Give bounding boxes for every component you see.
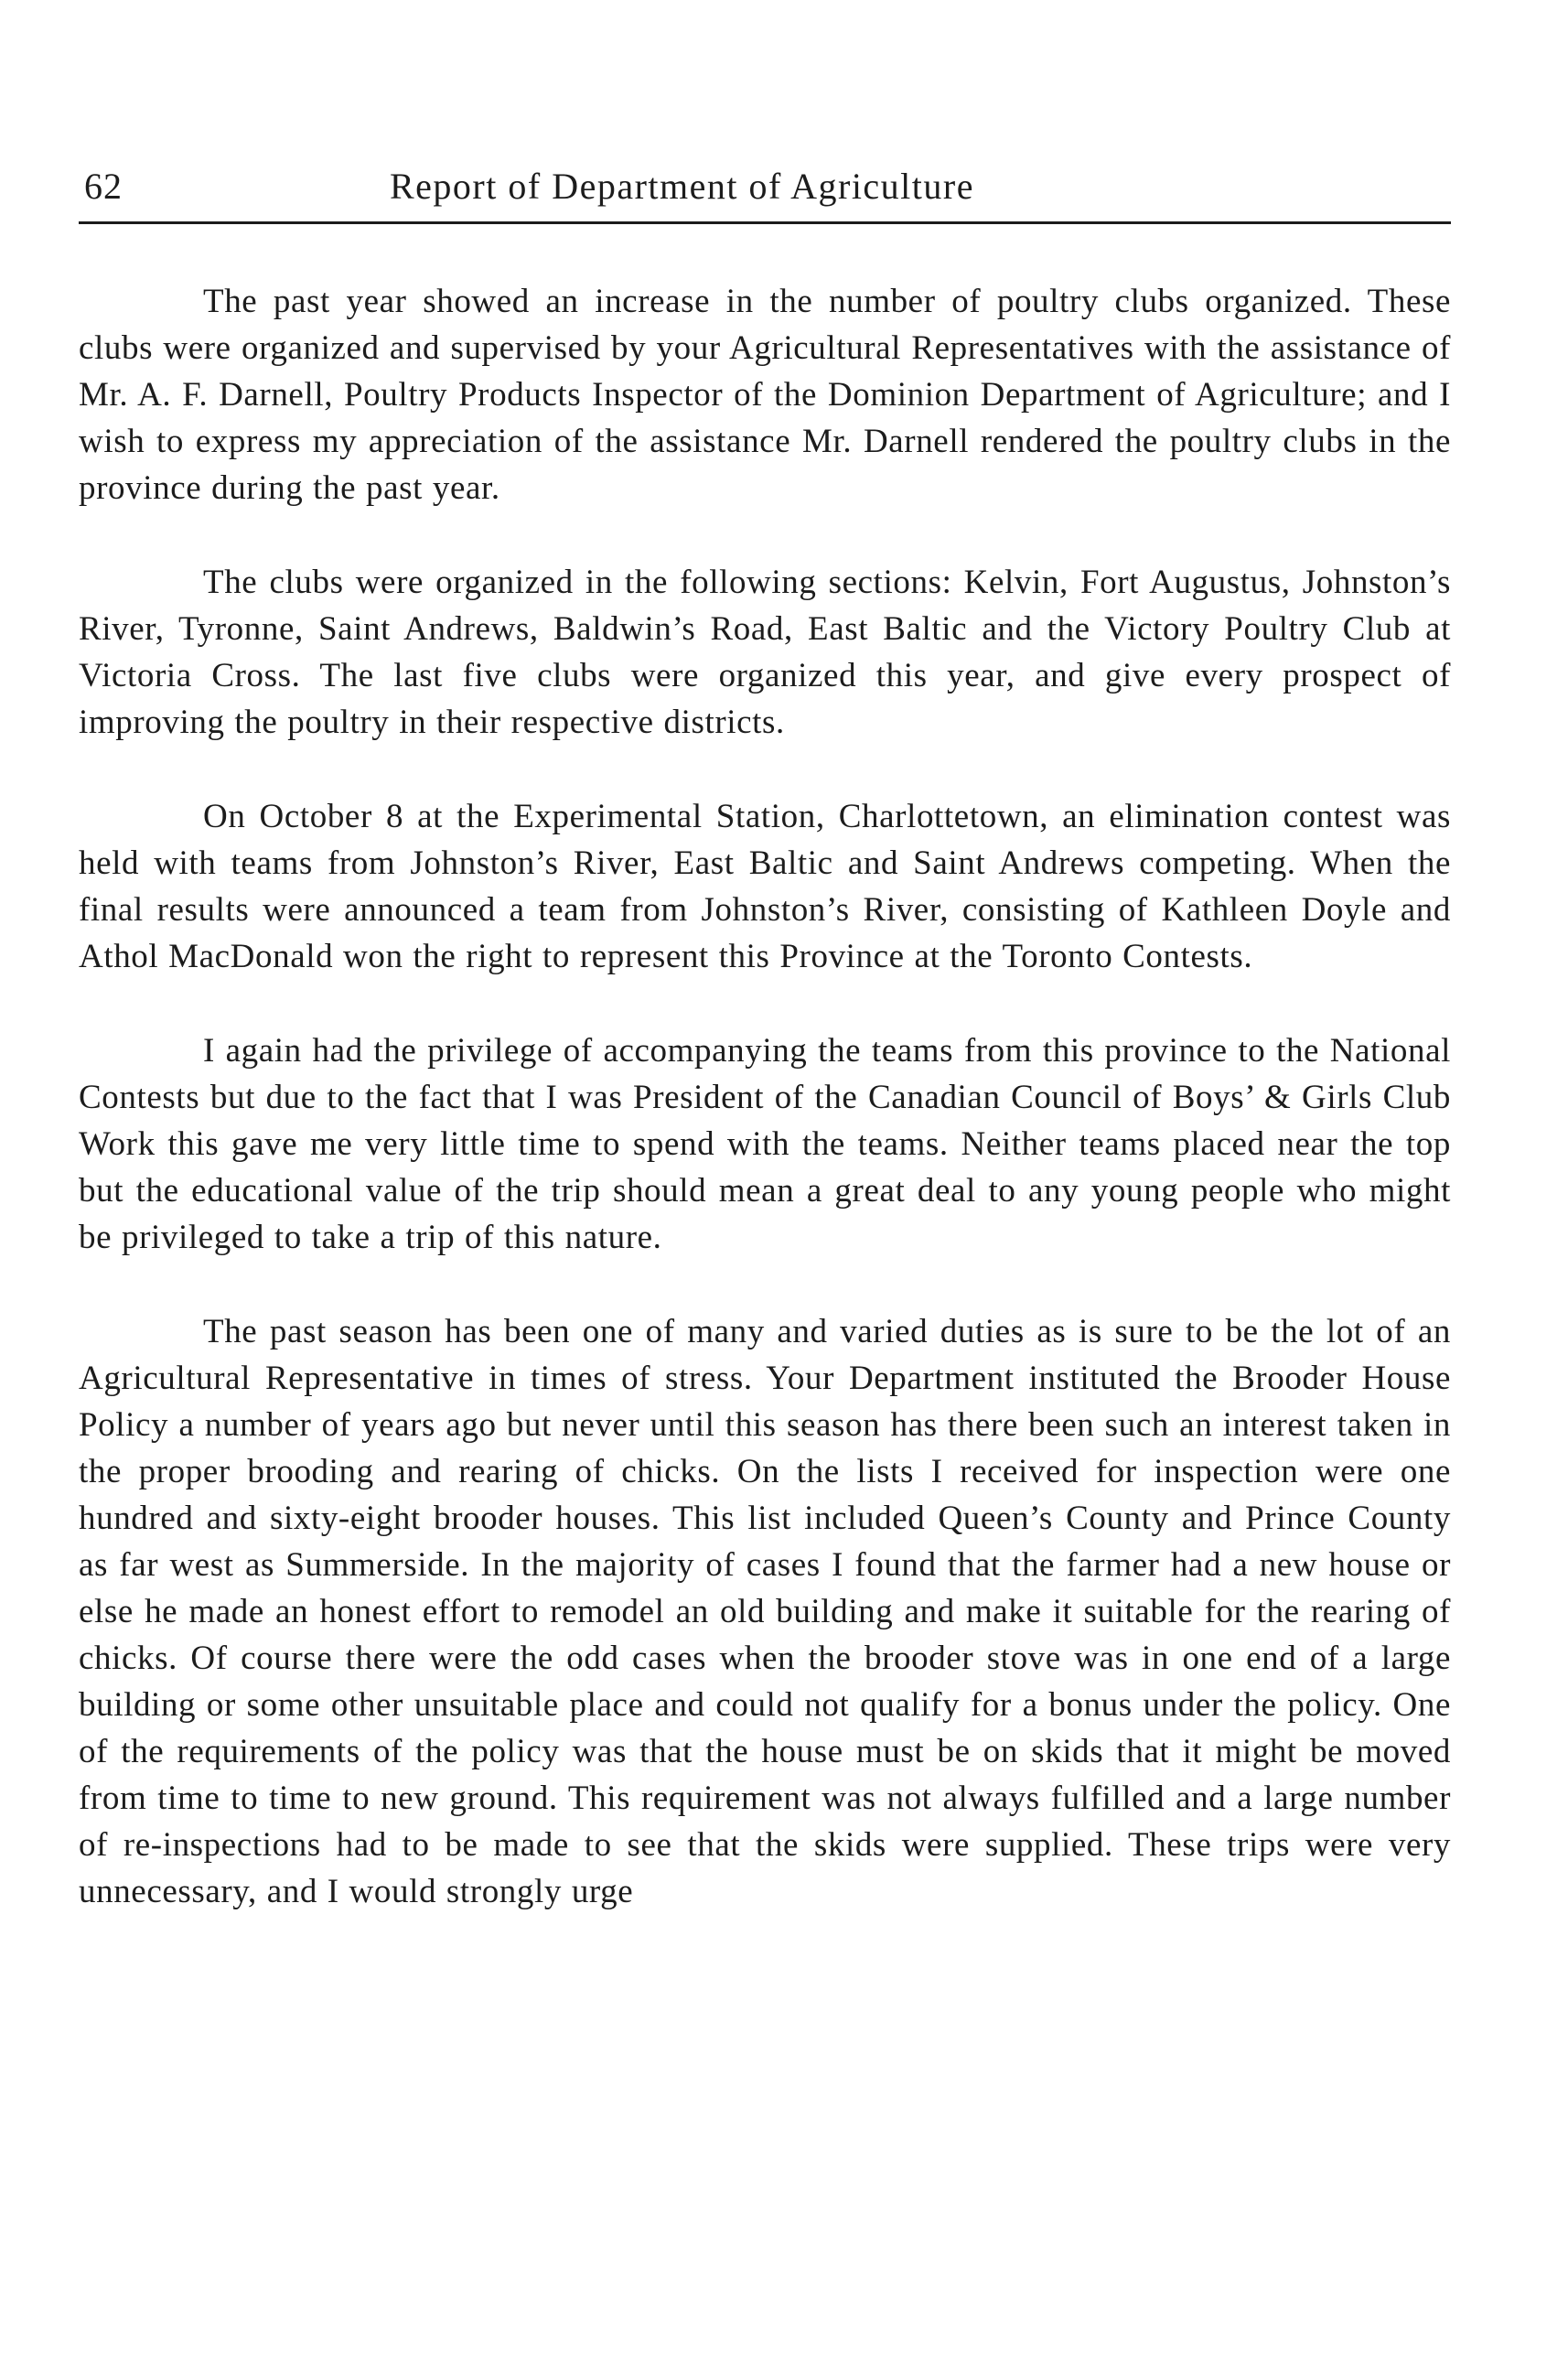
- paragraph-club-sections: The clubs were organized in the following sections: Kelvin, Fort Augustus, Johnston’s River, Tyronne, Saint Andrews, Baldwin’s Road, East Baltic and the Victory Poultry Club at Victoria Cross. The last five clubs were organized this year, and give every prospect of improving the poultry in their respective districts.: [79, 564, 1451, 741]
- running-title: Report of Department of Agriculture: [390, 166, 974, 207]
- page-number: 62: [84, 166, 123, 207]
- paragraph-national-contests: I again had the privilege of accompanying the teams from this province to the National Contests but due to the fact that I was President of the Canadian Council of Boys’ & Girls Club Work this gave me very little time to spend with the teams. Neither teams placed near the top but the educational value of the trip should mean a great deal to any young people who might be privileged to take a trip of this nature.: [79, 1032, 1451, 1256]
- paragraph-poultry-clubs: The past year showed an increase in the number of poultry clubs organized. These clubs were organized and supervised by your Agricultural Representatives with the assistance of Mr. A. F. Darnell, Poultry Products Inspector of the Dominion Department of Agriculture; and I wish to express my appreciation of the assistance Mr. Darnell rendered the poultry clubs in the province during the past year.: [79, 283, 1451, 507]
- running-header: [79, 156, 1451, 224]
- paragraph-brooder-house-policy: The past season has been one of many and varied duties as is sure to be the lot of an Agricultural Representative in times of stress. Your Department instituted the Brooder House Policy a number of years ago but never until this season has there been such an interest taken in the proper brooding and rearing of chicks. On the lists I received for inspection were one hundred and sixty-eight brooder houses. This list included Queen’s County and Prince County as far west as Summerside. In the majority of cases I found that the farmer had a new house or else he made an honest effort to remodel an old building and make it suitable for the rearing of chicks. Of course there were the odd cases when the brooder stove was in one end of a large building or some other unsuitable place and could not qualify for a bonus under the policy. One of the requirements of the policy was that the house must be on skids that it might be moved from time to time to new ground. This requirement was not always fulfilled and a large number of re-inspections had to be made to see that the skids were supplied. These trips were very unnecessary, and I would strongly urge: [79, 1313, 1451, 1910]
- paragraph-elimination-contest: On October 8 at the Experimental Station, Charlottetown, an elimination contest was held with teams from Johnston’s River, East Baltic and Saint Andrews competing. When the final results were announced a team from Johnston’s River, consisting of Kathleen Doyle and Athol MacDonald won the right to represent this Province at the Toronto Contests.: [79, 798, 1451, 975]
- body-text: [79, 278, 1451, 1962]
